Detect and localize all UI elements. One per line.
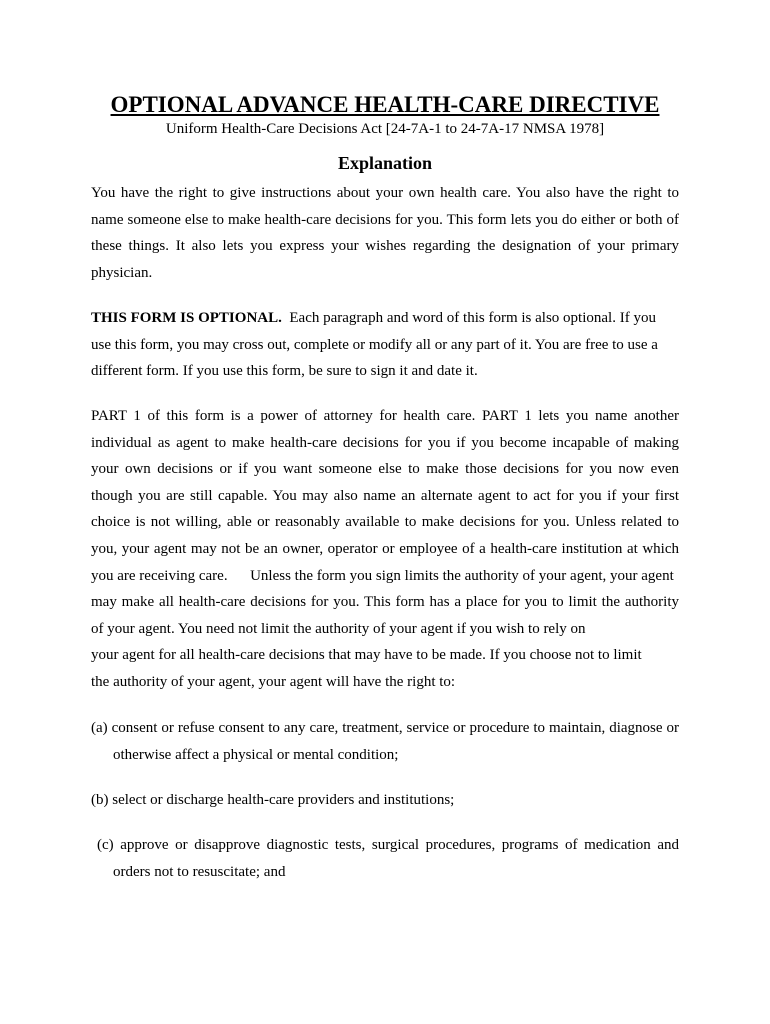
paragraph-part1 bbox=[91, 403, 679, 696]
optional-line-rest: Each paragraph and word of this form is also optional. If you bbox=[289, 310, 656, 326]
paragraph-intro bbox=[91, 180, 679, 286]
paragraph-line: choice is not willing, able or reasonably available to make decisions for you. Unless related to bbox=[91, 514, 679, 531]
paragraph-optional bbox=[91, 305, 679, 385]
document-title: OPTIONAL ADVANCE HEALTH-CARE DIRECTIVE bbox=[110, 92, 660, 117]
paragraph-line: your own decisions or if you want someone else to make those decisions for you now even bbox=[91, 461, 679, 478]
section-heading-explanation: Explanation bbox=[337, 153, 433, 173]
paragraph-line: different form. If you use this form, be sure to sign it and date it. bbox=[91, 363, 478, 380]
list-item-line: (c) approve or disapprove diagnostic tests, surgical procedures, programs of medication and bbox=[97, 837, 679, 853]
paragraph-line: of your agent. You need not limit the authority of your agent if you wish to rely on bbox=[91, 620, 586, 637]
paragraph-line: you are receiving care. Unless the form you sign limits the authority of your agent, your agent bbox=[91, 567, 674, 584]
list-item-line: orders not to resuscitate; and bbox=[113, 863, 286, 880]
paragraph-line: you, your agent may not be an owner, operator or employee of a health-care institution at which bbox=[91, 540, 679, 557]
paragraph-line: may make all health-care decisions for you. This form has a place for you to limit the authority bbox=[91, 594, 679, 611]
paragraph-line: physician. bbox=[91, 264, 153, 281]
list-item-line: (a) consent or refuse consent to any care, treatment, service or procedure to maintain, diagnose or bbox=[91, 720, 679, 736]
paragraph-line: use this form, you may cross out, complete or modify all or any part of it. You are free to use a bbox=[91, 336, 658, 353]
paragraph-line: these things. It also lets you express your wishes regarding the designation of your primary bbox=[91, 238, 679, 255]
list-item bbox=[91, 787, 679, 814]
paragraph-line: though you are still capable. You may also name an alternate agent to act for you if your first bbox=[91, 487, 679, 504]
paragraph-line: PART 1 of this form is a power of attorney for health care. PART 1 lets you name another bbox=[91, 408, 679, 424]
paragraph-line: your agent for all health-care decisions that may have to be made. If you choose not to limit bbox=[91, 647, 642, 664]
list-item bbox=[97, 832, 679, 885]
paragraph-line: You have the right to give instructions about your own health care. You also have the right to bbox=[91, 185, 679, 201]
document-subtitle: Uniform Health-Care Decisions Act [24-7A-1 to 24-7A-17 NMSA 1978] bbox=[165, 121, 605, 137]
paragraph-line: the authority of your agent, your agent will have the right to: bbox=[91, 673, 456, 690]
list-item-line: otherwise affect a physical or mental condition; bbox=[113, 746, 399, 763]
paragraph-line: name someone else to make health-care decisions for you. This form lets you do either or both of bbox=[91, 211, 679, 228]
optional-lead: THIS FORM IS OPTIONAL. bbox=[91, 310, 282, 326]
paragraph-line bbox=[91, 305, 679, 332]
list-item bbox=[91, 715, 679, 768]
paragraph-line: individual as agent to make health-care decisions for you if you become incapable of making bbox=[91, 434, 679, 451]
list-item-line: (b) select or discharge health-care providers and institutions; bbox=[91, 792, 455, 808]
